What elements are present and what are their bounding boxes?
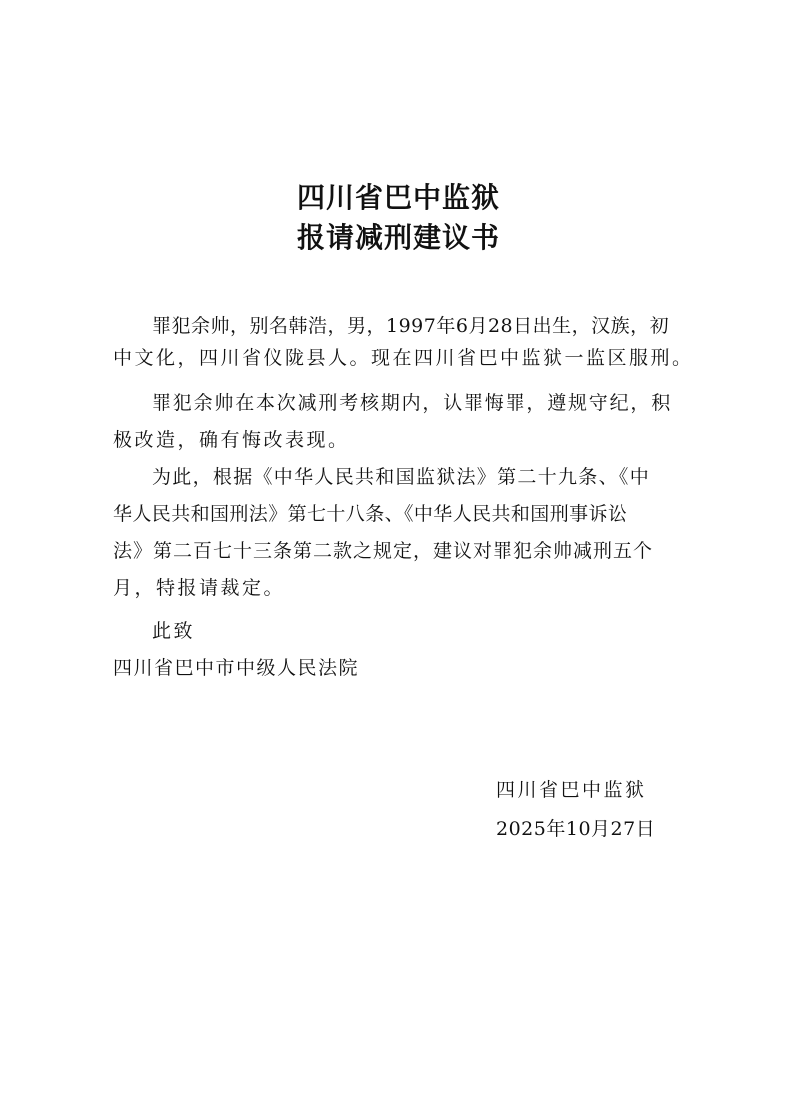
- body-line-6: 华人民共和国刑法》第七十八条、《中华人民共和国刑事诉讼: [113, 503, 628, 525]
- document-title-line-2: 报请减刑建议书: [296, 221, 500, 254]
- recipient-line: 四川省巴中市中级人民法院: [113, 657, 360, 679]
- salutation-line: 此致: [152, 620, 196, 642]
- body-line-8: 月，特报请裁定。: [113, 577, 286, 599]
- body-line-1: 罪犯余帅，别名韩浩，男，1997年6月28日出生，汉族，初: [152, 315, 670, 337]
- body-line-5: 为此，根据《中华人民共和国监狱法》第二十九条、《中: [152, 466, 651, 488]
- signature-organization: 四川省巴中监狱: [496, 779, 647, 801]
- body-line-4: 极改造，确有悔改表现。: [113, 429, 350, 451]
- body-line-2: 中文化，四川省仪陇县人。现在四川省巴中监狱一监区服刑。: [113, 347, 694, 369]
- signature-date: 2025年10月27日: [496, 818, 656, 840]
- body-line-3: 罪犯余帅在本次减刑考核期内，认罪悔罪，遵规守纪，积: [152, 392, 673, 414]
- document-title-line-1: 四川省巴中监狱: [296, 181, 500, 214]
- body-line-7: 法》第二百七十三条第二款之规定，建议对罪犯余帅减刑五个: [113, 540, 654, 562]
